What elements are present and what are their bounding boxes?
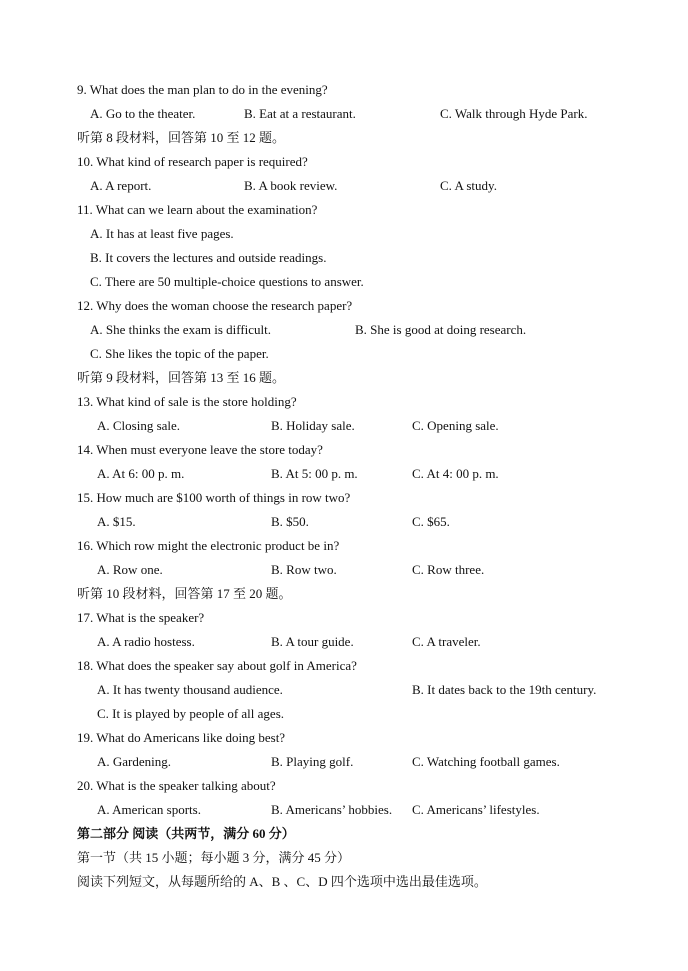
question-16-option-a: A. Row one. xyxy=(97,562,163,577)
question-12-option-c: C. She likes the topic of the paper. xyxy=(90,346,269,361)
question-9-option-a: A. Go to the theater. xyxy=(90,106,196,121)
section-8-header: 听第 8 段材料，回答第 10 至 12 题。 xyxy=(77,130,286,145)
question-20-option-a: A. American sports. xyxy=(97,802,201,817)
question-19-option-a: A. Gardening. xyxy=(97,754,172,769)
section-9-header: 听第 9 段材料，回答第 13 至 16 题。 xyxy=(77,370,286,385)
question-11-option-a: A. It has at least five pages. xyxy=(90,226,234,241)
question-10-stem: 10. What kind of research paper is required? xyxy=(77,154,308,169)
question-18-option-c: C. It is played by people of all ages. xyxy=(97,706,285,721)
question-14-option-c: C. At 4: 00 p. m. xyxy=(412,466,499,481)
question-11-stem: 11. What can we learn about the examination? xyxy=(77,202,318,217)
question-10-option-a: A. A report. xyxy=(90,178,152,193)
question-9-stem: 9. What does the man plan to do in the evening? xyxy=(77,82,328,97)
question-20-option-b: B. Americans’ hobbies. xyxy=(271,802,393,817)
section-10-header: 听第 10 段材料，回答第 17 至 20 题。 xyxy=(77,586,292,601)
reading-instruction: 阅读下列短文，从每题所给的 A、B 、C、D 四个选项中选出最佳选项。 xyxy=(77,874,487,889)
question-13-option-c: C. Opening sale. xyxy=(412,418,499,433)
question-16-option-c: C. Row three. xyxy=(412,562,485,577)
question-18-option-b: B. It dates back to the 19th century. xyxy=(412,682,597,697)
question-20-option-c: C. Americans’ lifestyles. xyxy=(412,802,540,817)
question-14-option-a: A. At 6: 00 p. m. xyxy=(97,466,185,481)
question-20-stem: 20. What is the speaker talking about? xyxy=(77,778,276,793)
question-11-option-b: B. It covers the lectures and outside readings. xyxy=(90,250,327,265)
question-15-stem: 15. How much are $100 worth of things in row two? xyxy=(77,490,351,505)
question-9-option-b: B. Eat at a restaurant. xyxy=(244,106,356,121)
question-13-option-a: A. Closing sale. xyxy=(97,418,181,433)
question-11-option-c: C. There are 50 multiple-choice questions to answer. xyxy=(90,274,364,289)
question-15-option-c: C. $65. xyxy=(412,514,450,529)
question-16-option-b: B. Row two. xyxy=(271,562,337,577)
question-10-option-c: C. A study. xyxy=(440,178,497,193)
question-19-stem: 19. What do Americans like doing best? xyxy=(77,730,286,745)
question-9-option-c: C. Walk through Hyde Park. xyxy=(440,106,588,121)
question-19-option-b: B. Playing golf. xyxy=(271,754,354,769)
question-19-option-c: C. Watching football games. xyxy=(412,754,560,769)
question-18-option-a: A. It has twenty thousand audience. xyxy=(97,682,283,697)
question-17-option-b: B. A tour guide. xyxy=(271,634,354,649)
question-14-option-b: B. At 5: 00 p. m. xyxy=(271,466,358,481)
question-17-option-a: A. A radio hostess. xyxy=(97,634,195,649)
question-17-stem: 17. What is the speaker? xyxy=(77,610,205,625)
question-16-stem: 16. Which row might the electronic product be in? xyxy=(77,538,340,553)
question-15-option-b: B. $50. xyxy=(271,514,309,529)
part-2-heading: 第二部分 阅读（共两节，满分 60 分） xyxy=(77,826,295,841)
question-15-option-a: A. $15. xyxy=(97,514,136,529)
section-1-heading: 第一节（共 15 小题；每小题 3 分，满分 45 分） xyxy=(77,850,351,865)
question-12-option-b: B. She is good at doing research. xyxy=(355,322,527,337)
question-13-stem: 13. What kind of sale is the store holding? xyxy=(77,394,297,409)
question-12-stem: 12. Why does the woman choose the research paper? xyxy=(77,298,353,313)
question-12-option-a: A. She thinks the exam is difficult. xyxy=(90,322,272,337)
question-17-option-c: C. A traveler. xyxy=(412,634,481,649)
question-10-option-b: B. A book review. xyxy=(244,178,338,193)
question-18-stem: 18. What does the speaker say about golf in America? xyxy=(77,658,357,673)
question-13-option-b: B. Holiday sale. xyxy=(271,418,355,433)
question-14-stem: 14. When must everyone leave the store today? xyxy=(77,442,323,457)
